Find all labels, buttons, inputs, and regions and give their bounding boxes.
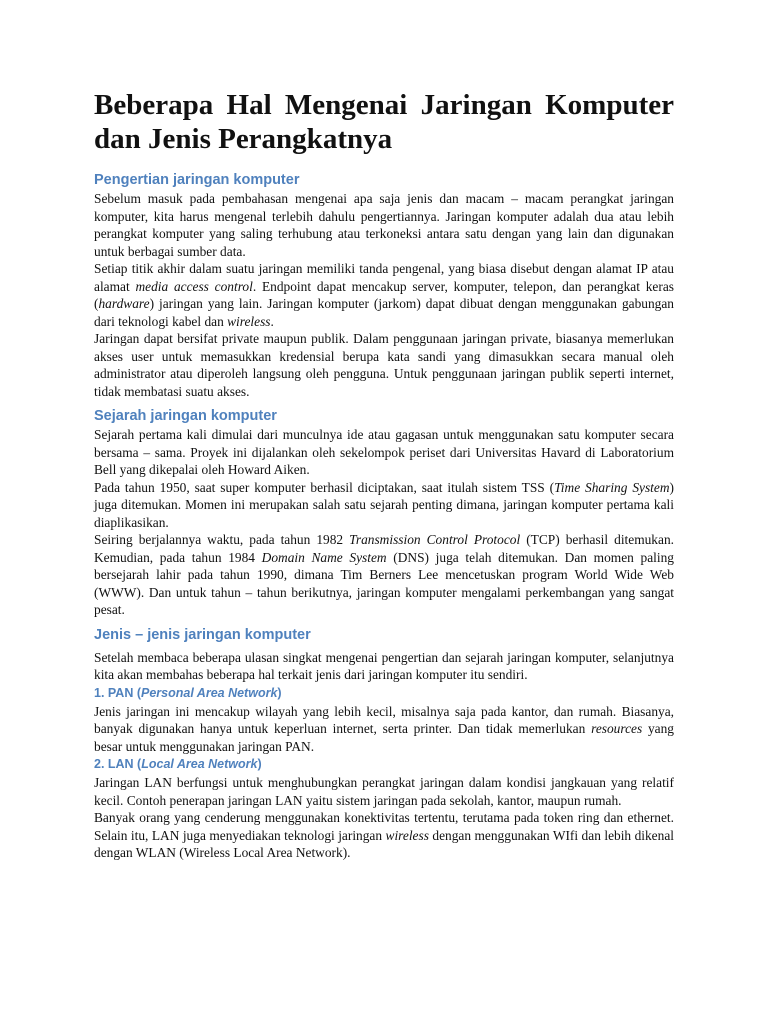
section-heading: Sejarah jaringan komputer [94,408,277,424]
paragraph: Setiap titik akhir dalam suatu jaringan memiliki tanda pengenal, yang biasa disebut dengan alamat IP atau alamat media access control. Endpoint dapat mencakup server, komputer, telepon, dan perangkat keras (hardware) jaringan yang lain. Jaringan komputer (jarkom) dapat dibuat dengan menggunakan gabungan dari teknologi kabel dan wireless. [94,261,674,329]
section-jenis [94,625,674,684]
paragraph: Pada tahun 1950, saat super komputer berhasil diciptakan, saat itulah sistem TSS (Time Sharing System) juga ditemukan. Momen ini merupakan salah satu sejarah penting dimana, jaringan komputer pertama kali diaplikasikan. [94,479,674,530]
paragraph: Jenis jaringan ini mencakup wilayah yang lebih kecil, misalnya saja pada kantor, dan rumah. Biasanya, banyak digunakan hanya untuk keperluan internet, serta printer. Dan tidak memerlukan resources yang besar untuk menggunakan jaringan PAN. [94,703,674,754]
paragraph: Jaringan LAN berfungsi untuk menghubungkan perangkat jaringan dalam kondisi jangkauan yang relatif kecil. Contoh penerapan jaringan LAN yaitu sistem jaringan pada sekolah, kantor, maupun rumah. [94,775,674,808]
document-title: Beberapa Hal Mengenai Jaringan Komputer dan Jenis Perangkatnya [94,89,674,155]
paragraph: Seiring berjalannya waktu, pada tahun 1982 Transmission Control Protocol (TCP) berhasil ditemukan. Kemudian, pada tahun 1984 Domain Name System (DNS) juga telah ditemukan. Dan momen paling bersejarah lahir pada tahun 1990, dimana Tim Berners Lee mencetuskan program World Wide Web (WWW). Dan untuk tahun – tahun berikutnya, jaringan komputer mengalami perkembangan yang sangat pesat. [94,532,674,617]
paragraph: Jaringan dapat bersifat private maupun publik. Dalam penggunaan jaringan private, biasanya memerlukan akses user untuk memasukkan kredensial berupa kata sandi yang dimasukkan secara manual oleh administrator atau diperoleh langsung oleh pengguna. Untuk penggunaan jaringan publik seperti internet, tidak membatasi suatu akses. [94,331,674,399]
subsection-heading: 2. LAN (Local Area Network) [94,757,262,771]
paragraph: Sebelum masuk pada pembahasan mengenai apa saja jenis dan macam – macam perangkat jaringan komputer, kita harus mengenal terlebih dahulu pengertiannya. Jaringan komputer adalah dua atau lebih perangkat komputer yang saling terhubung atau terkoneksi antara satu dengan yang lain dan digunakan untuk berbagai sumber data. [94,191,674,259]
paragraph: Setelah membaca beberapa ulasan singkat mengenai pengertian dan sejarah jaringan komputer, selanjutnya kita akan membahas beberapa hal terkait jenis dari jaringan komputer itu sendiri. [94,649,674,682]
subsection-lan [94,756,674,862]
section-heading: Jenis – jenis jaringan komputer [94,626,311,643]
paragraph: Banyak orang yang cenderung menggunakan konektivitas tertentu, terutama pada token ring dan ethernet. Selain itu, LAN juga menyediakan teknologi jaringan wireless dengan menggunakan WIfi dan lebih dikenal dengan WLAN (Wireless Local Area Network). [94,810,674,860]
section-pengertian [94,170,674,400]
paragraph: Sejarah pertama kali dimulai dari munculnya ide atau gagasan untuk menggunakan satu komputer secara bersama – sama. Proyek ini dijalankan oleh sekelompok periset dari Universitas Havard di Laboratorium Bell yang dikepalai oleh Howard Aiken. [94,427,674,477]
section-heading: Pengertian jaringan komputer [94,172,300,188]
subsection-heading: 1. PAN (Personal Area Network) [94,685,282,700]
subsection-pan [94,685,674,756]
section-sejarah [94,406,674,619]
